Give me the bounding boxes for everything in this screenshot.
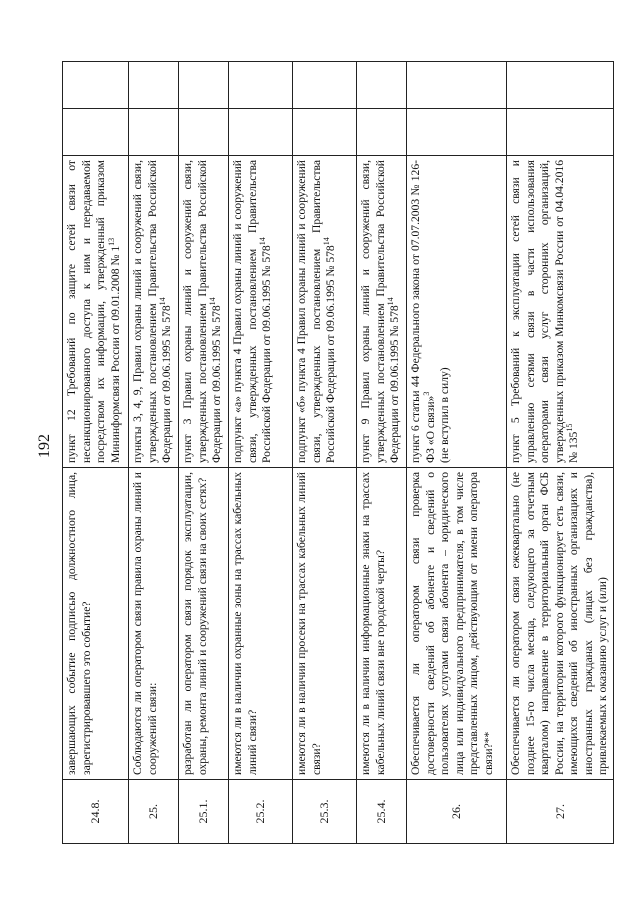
question-cell: завершающих событие подписью должностного лица, зарегистрировавшего это событие? [63,468,129,780]
note-cell [507,62,614,109]
row-number: 25.1. [179,780,229,844]
reference-cell: пункт 5 Требований к эксплуатации сетей связи и управлению сетями связи в части использования операторами связи услуг сторонних организаций, утвержденных приказом Минкомсвязи России от 04.04.2016 № $135^{15}$ [507,156,614,468]
table-wrapper [62,62,608,844]
question-cell: имеются ли в наличии охранные зоны на трассах кабельных линий связи? [229,468,293,780]
reference-cell: пункт 9 Правил охраны линий и сооружений связи, утвержденных постановлением Правительства Российской Федерации от 09.06.1995 № $578^{14}$ [357,156,407,468]
inspection-checklist-table [62,61,614,844]
note-cell [357,62,407,109]
reference-cell: пункт 6 статьи 44 Федерального закона от 07.07.2003 № 126-ФЗ «О связи»$^3$ (не вступил в силу) [407,156,507,468]
table-row [63,62,129,844]
row-number: 25. [129,780,179,844]
row-number: 25.2. [229,780,293,844]
answer-cell [407,109,507,156]
question-cell: Обеспечивается ли оператором связи ежеквартально (не позднее 15-го числа месяца, следующего за отчетным кварталом) направление в территориальный орган ФСБ России, на территории которого функционирует сеть связи, имеющихся сведений об иностранных организациях и иностранных гражданах (лицах без гражданства), привлекаемых к оказанию услуг и (или) [507,468,614,780]
question-cell: Обеспечивается ли оператором связи проверка достоверности сведений об абоненте и сведений о пользователях услугами связи абонента – юридического лица или индивидуального предпринимателя, в том числе представленных лицом, действующим от имени оператора связи?** [407,468,507,780]
reference-cell: подпункт «а» пункта 4 Правил охраны линий и сооружений связи, утвержденных постановлением Правительства Российской Федерации от 09.06.1995 № $578^{14}$ [229,156,293,468]
row-number: 25.3. [293,780,357,844]
row-number: 25.4. [357,780,407,844]
reference-cell: пункт 3 Правил охраны линий и сооружений связи, утвержденных постановлением Правительства Российской Федерации от 09.06.1995 № $578^{14}$ [179,156,229,468]
row-number: 27. [507,780,614,844]
table-row [129,62,179,844]
note-cell [63,62,129,109]
rotated-page-content [62,62,608,844]
answer-cell [229,109,293,156]
table-row [293,62,357,844]
question-cell: имеются ли в наличии просеки на трассах кабельных линий связи? [293,468,357,780]
question-cell: имеются ли в наличии информационные знаки на трассах кабельных линий связи вне городской черты? [357,468,407,780]
note-cell [129,62,179,109]
answer-cell [179,109,229,156]
table-row [229,62,293,844]
reference-cell: подпункт «б» пункта 4 Правил охраны линий и сооружений связи, утвержденных постановлением Правительства Российской Федерации от 09.06.1995 № $578^{14}$ [293,156,357,468]
table-row [357,62,407,844]
row-number: 24.8. [63,780,129,844]
question-cell: разработан ли оператором связи порядок эксплуатации, охраны, ремонта линий и сооружений связи на своих сетях? [179,468,229,780]
answer-cell [63,109,129,156]
answer-cell [293,109,357,156]
answer-cell [357,109,407,156]
question-cell: Соблюдаются ли оператором связи правила охраны линий и сооружений связи: [129,468,179,780]
note-cell [293,62,357,109]
reference-cell: пункты 3, 4, 9, Правил охраны линий и сооружений связи, утвержденных постановлением Правительства Российской Федерации от 09.06.1995 № $578^{14}$ [129,156,179,468]
table-row [507,62,614,844]
table-row [179,62,229,844]
table-row [407,62,507,844]
reference-cell: пункт 12 Требований по защите сетей связи от несанкционированного доступа к ним и передаваемой посредством их информации, утвержденный приказом Мининформсвязи России от 09.01.2008 № $1^{13}$ [63,156,129,468]
note-cell [179,62,229,109]
row-number: 26. [407,780,507,844]
answer-cell [129,109,179,156]
note-cell [229,62,293,109]
answer-cell [507,109,614,156]
page-number: 192 [36,434,53,458]
note-cell [407,62,507,109]
reference-note: (не вступил в силу) [438,367,451,463]
